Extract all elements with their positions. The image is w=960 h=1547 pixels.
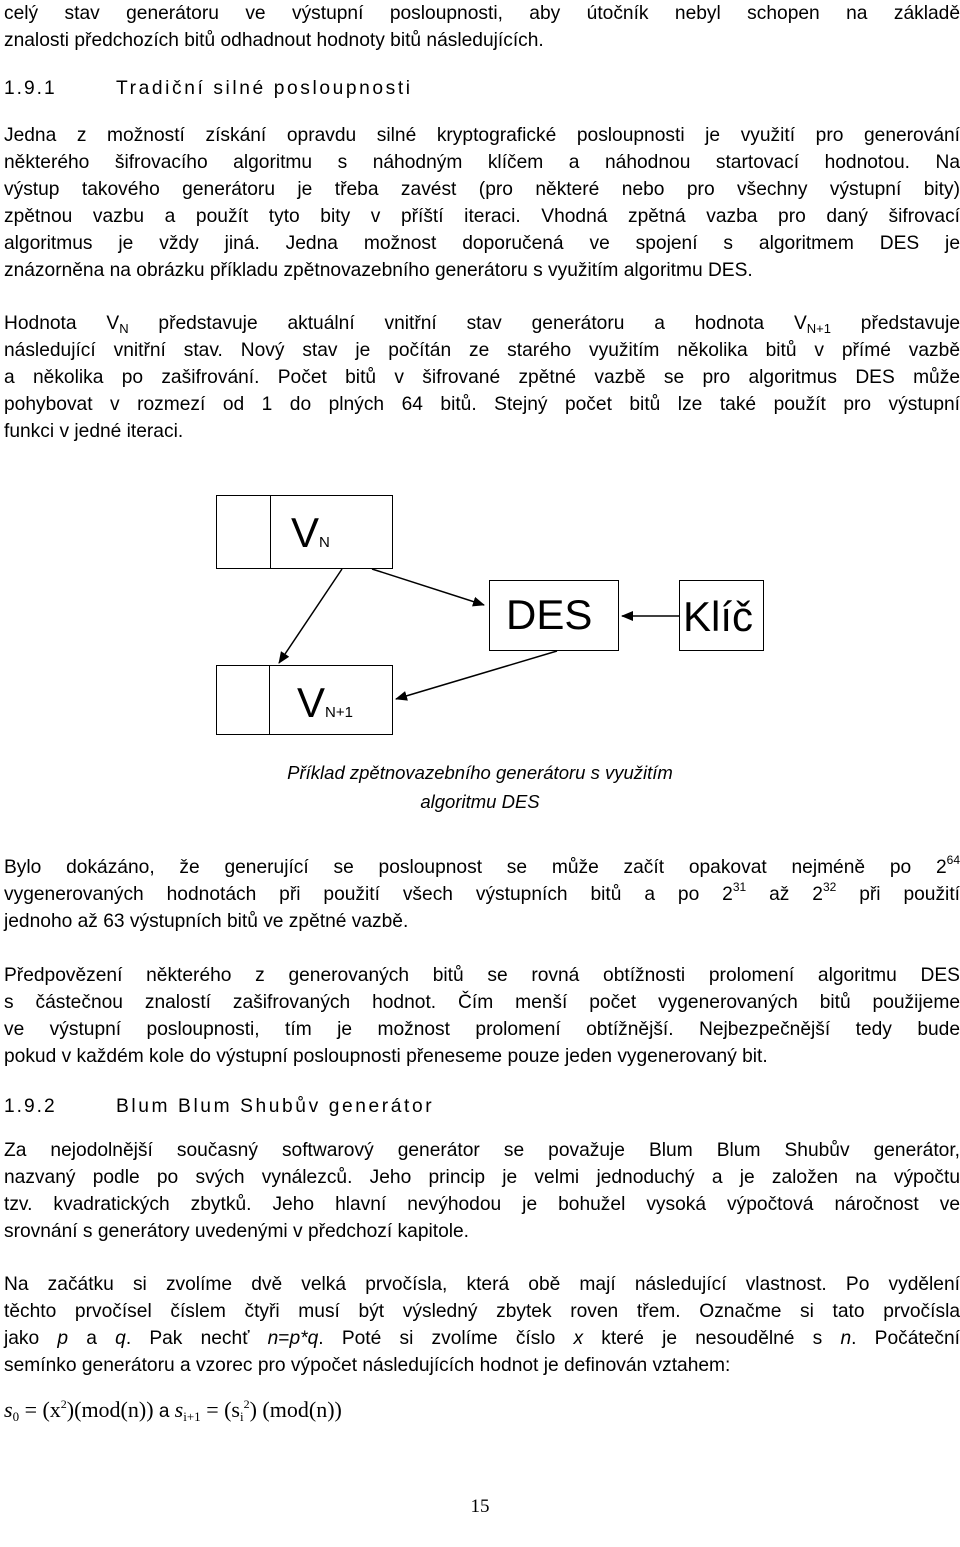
p1-line-1: Jedna z možností získání opravdu silné kryptografické posloupnosti je využití pro generování <box>4 125 960 146</box>
p1-line-6: znázorněna na obrázku příkladu zpětnovazebního generátoru s využitím algoritmu DES. <box>4 260 753 281</box>
p1-line-3: výstup takového generátoru je třeba zavést (pro některé nebo pro všechny výstupní bity) <box>4 179 960 200</box>
p1-line-5: algoritmus je vždy jiná. Jedna možnost doporučená ve spojení s algoritmem DES je <box>4 233 960 254</box>
arrow-vn-to-des <box>372 569 484 605</box>
bbs-formula: $s_0 = (x^2)(mod(n))$ a $s_{i+1} = (s_i^2)$ (mod(n)) <box>4 1397 342 1424</box>
section-number: 1.9.2 <box>4 1096 57 1117</box>
p6-line-2: těchto prvočísel číslem čtyři musí být výsledný zbytek roven třem. Označme si tato prvočísla <box>4 1301 960 1322</box>
arrow-vn-to-vn1 <box>279 569 342 663</box>
p2-line-2: následující vnitřní stav. Nový stav je počítán ze starého využitím několika bitů v přímé vazbě <box>4 340 960 361</box>
vn1-label: VN+1 <box>297 679 353 726</box>
section-title: Blum Blum Shubův generátor <box>116 1096 435 1117</box>
des-label: DES <box>506 591 593 638</box>
p2-line-3: a několika po zašifrování. Počet bitů v šifrované zpětné vazbě se pro algoritmus DES může <box>4 367 960 388</box>
paragraph-6 <box>4 1271 960 1379</box>
p4-line-4: pokud v každém kole do výstupní posloupnosti přeneseme pouze jeden vygenerovaný bit. <box>4 1046 768 1067</box>
p3-line-1: Bylo dokázáno, že generující se posloupnost se může začít opakovat nejméně po $2^{64}$ <box>4 853 960 878</box>
arrow-des-to-vn1 <box>396 651 557 699</box>
p6-line-4: semínko generátoru a vzorec pro výpočet následujících hodnot je definován vztahem: <box>4 1355 731 1376</box>
paragraph-5 <box>4 1137 960 1245</box>
section-title: Tradiční silné posloupnosti <box>116 78 413 99</box>
caption-line-1: Příklad zpětnovazebního generátoru s využitím <box>287 762 673 783</box>
intro-line-2: znalosti předchozích bitů odhadnout hodnoty bitů následujících. <box>4 30 544 51</box>
p4-line-3: ve výstupní posloupnosti, tím je možnost prolomení obtížnější. Nejbezpečnější tedy bude <box>4 1019 960 1040</box>
p3-line-3: jednoho až 63 výstupních bitů ve zpětné vazbě. <box>4 911 409 932</box>
caption-line-2: algoritmu DES <box>420 791 540 812</box>
p5-line-4: srovnání s generátory uvedenými v předchozí kapitole. <box>4 1221 470 1242</box>
p4-line-2: s částečnou znalostí zašifrovaných hodnot. Čím menší počet vygenerovaných bitů použijeme <box>4 992 960 1013</box>
p1-line-4: zpětnou vazbu a použít tyto bity v příští iteraci. Vhodná zpětná vazba pro daný šifrovací <box>4 206 960 227</box>
p3-line-2: vygenerovaných hodnotách při použití všech výstupních bitů a po $2^{31}$ až $2^{32}$ při použití <box>4 880 960 905</box>
p1-line-2: některého šifrovacího algoritmu s náhodným klíčem a náhodnou startovací hodnotou. Na <box>4 152 960 173</box>
p6-line-1: Na začátku si zvolíme dvě velká prvočísla, která obě mají následující vlastnost. Po vydělení <box>4 1274 960 1295</box>
key-label: Klíč <box>683 593 754 640</box>
p5-line-1: Za nejodolnější současný softwarový generátor se považuje Blum Blum Shubův generátor, <box>4 1140 960 1161</box>
figure-caption <box>0 758 960 816</box>
p4-line-1: Předpovězení některého z generovaných bitů se rovná obtížnosti prolomení algoritmu DES <box>4 965 960 986</box>
paragraph-4 <box>4 962 960 1070</box>
p5-line-2: nazvaný podle po svých vynálezců. Jeho princip je velmi jednoduchý a je založen na výpočtu <box>4 1167 960 1188</box>
page-number: 15 <box>470 1496 490 1517</box>
paragraph-3 <box>4 854 960 935</box>
section-heading-2 <box>4 1096 434 1118</box>
p2-line-4: pohybovat v rozmezí od 1 do plných 64 bitů. Stejný počet bitů lze také použít pro výstupní <box>4 394 960 415</box>
section-number: 1.9.1 <box>4 78 57 99</box>
p2-line-5: funkci v jedné iteraci. <box>4 421 184 442</box>
vn-label: VN <box>291 509 330 556</box>
p5-line-3: tzv. kvadratických zbytků. Jeho hlavní nevýhodou je bohužel vysoká výpočtová náročnost ve <box>4 1194 960 1215</box>
p6-line-3: jako p a q. Pak nechť n=p*q. Poté si zvolíme číslo x které je nesoudělné s n. Počáteční <box>4 1328 960 1349</box>
intro-line-1: celý stav generátoru ve výstupní posloupnosti, aby útočník nebyl schopen na základě <box>4 3 960 24</box>
p2-line-1: Hodnota $V_N$ představuje aktuální vnitřní stav generátoru a hodnota $V_{N+1}$ představuje <box>4 313 960 336</box>
